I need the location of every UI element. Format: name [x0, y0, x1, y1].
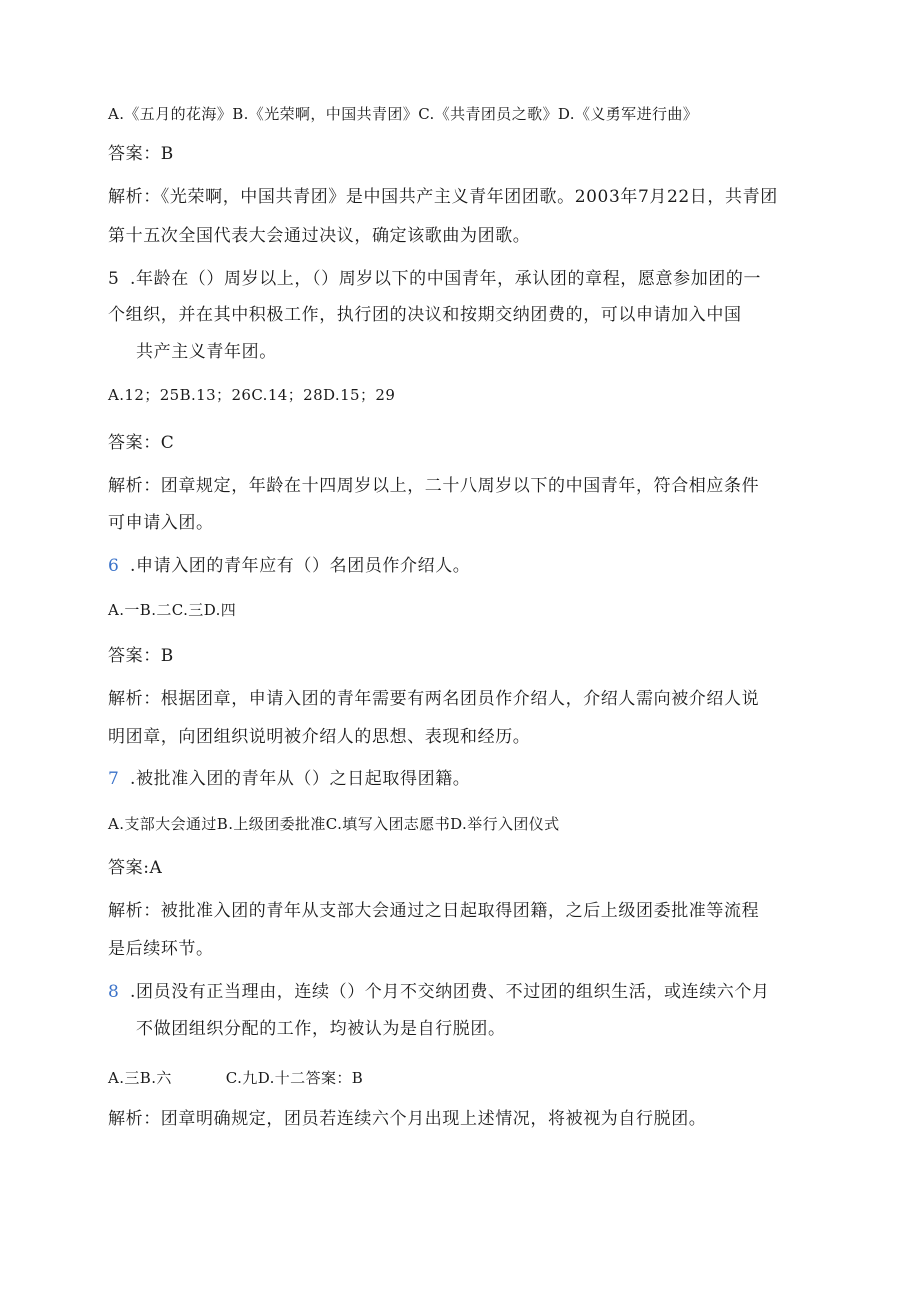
q6-analysis-line2: 明团章，向团组织说明被介绍人的思想、表现和经历。 — [108, 727, 531, 747]
q6-question-text: .申请入团的青年应有（）名团员作介绍人。 — [130, 556, 471, 576]
q5-analysis-line2: 可申请入团。 — [108, 513, 214, 533]
q7-analysis-line1: 解析：被批准入团的青年从支部大会通过之日起取得团籍，之后上级团委批准等流程 — [108, 901, 760, 921]
q7-question — [108, 768, 470, 790]
q8-options — [108, 1067, 363, 1089]
q4-analysis-line1: 解析：《光荣啊，中国共青团》是中国共产主义青年团团歌。2003年7月22日，共青团 — [108, 187, 778, 207]
q8-analysis: 解析：团章明确规定，团员若连续六个月出现上述情况，将被视为自行脱团。 — [108, 1109, 707, 1129]
q6-number: 6 — [108, 556, 120, 576]
q5-options: A.12；25B.13；26C.14；28D.15；29 — [108, 386, 396, 404]
q8-options-left: A.三B.六 — [108, 1069, 172, 1087]
q7-question-text: .被批准入团的青年从（）之日起取得团籍。 — [130, 769, 471, 789]
q5-analysis-line1: 解析：团章规定，年龄在十四周岁以上，二十八周岁以下的中国青年，符合相应条件 — [108, 476, 760, 496]
q5-question-line3: 共产主义青年团。 — [136, 342, 277, 362]
q8-options-right: C.九D.十二答案：B — [225, 1069, 364, 1087]
q5-question-line2: 个组织，并在其中积极工作，执行团的决议和按期交纳团费的，可以申请加入中国 — [108, 305, 742, 325]
q8-number: 8 — [108, 982, 120, 1002]
q4-options: A.《五月的花海》B.《光荣啊，中国共青团》C.《共青团员之歌》D.《义勇军进行曲》 — [108, 105, 699, 123]
q8-question-line1 — [108, 981, 770, 1003]
q8-question-line2: 不做团组织分配的工作，均被认为是自行脱团。 — [136, 1019, 506, 1039]
q6-analysis-line1: 解析：根据团章，申请入团的青年需要有两名团员作介绍人，介绍人需向被介绍人说 — [108, 689, 760, 709]
q5-number: 5 — [108, 269, 120, 289]
q7-number: 7 — [108, 769, 120, 789]
q7-options: A.支部大会通过B.上级团委批准C.填写入团志愿书D.举行入团仪式 — [108, 815, 560, 833]
q4-answer: 答案：B — [108, 144, 174, 164]
q6-question — [108, 555, 470, 577]
q7-analysis-line2: 是后续环节。 — [108, 939, 214, 959]
q7-answer: 答案:A — [108, 858, 163, 878]
q8-question-text: .团员没有正当理由，连续（）个月不交纳团费、不过团的组织生活，或连续六个月 — [130, 982, 770, 1002]
q5-question-line1 — [108, 268, 761, 290]
q5-answer: 答案：C — [108, 433, 175, 453]
q5-question-text: .年龄在（）周岁以上，（）周岁以下的中国青年，承认团的章程，愿意参加团的一 — [130, 269, 762, 289]
q6-answer: 答案：B — [108, 646, 174, 666]
q4-analysis-line2: 第十五次全国代表大会通过决议，确定该歌曲为团歌。 — [108, 226, 531, 246]
q6-options: A.一B.二C.三D.四 — [108, 601, 237, 619]
